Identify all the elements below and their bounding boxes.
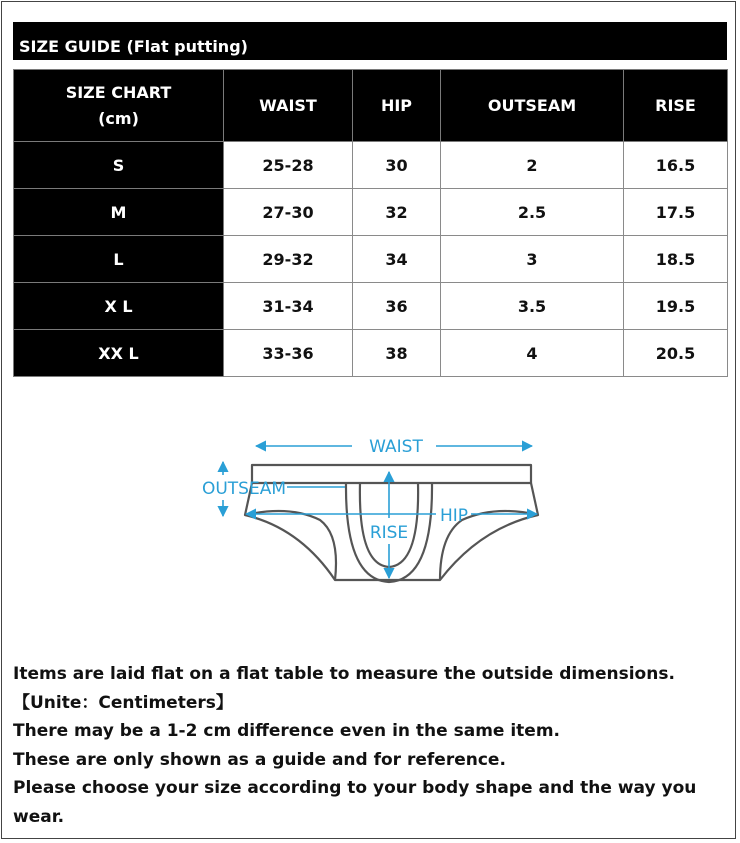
- rise-label: RISE: [369, 523, 409, 543]
- hip-cell: 30: [353, 142, 441, 189]
- header-rise: RISE: [624, 70, 728, 142]
- outseam-cell: 3: [441, 236, 624, 283]
- hip-cell: 36: [353, 283, 441, 330]
- waist-cell: 33-36: [224, 330, 353, 377]
- measurement-diagram: [190, 425, 550, 595]
- table-row: [14, 330, 728, 377]
- outseam-cell: 2.5: [441, 189, 624, 236]
- waist-cell: 25-28: [224, 142, 353, 189]
- outseam-label: OUTSEAM: [201, 479, 287, 499]
- left-leg-opening: [245, 511, 336, 580]
- note-line: These are only shown as a guide and for reference.: [13, 749, 506, 770]
- header-waist: WAIST: [224, 70, 353, 142]
- size-chart-table: [13, 69, 728, 377]
- note-line: Please choose your size according to your body shape and the way you wear.: [13, 778, 697, 827]
- page-title-text: SIZE GUIDE (Flat putting): [19, 37, 248, 56]
- rise-cell: 17.5: [624, 189, 728, 236]
- table-row: [14, 142, 728, 189]
- rise-cell: 16.5: [624, 142, 728, 189]
- outseam-cell: 2: [441, 142, 624, 189]
- waist-label: WAIST: [369, 437, 423, 457]
- hip-cell: 34: [353, 236, 441, 283]
- header-hip: HIP: [353, 70, 441, 142]
- waist-cell: 31-34: [224, 283, 353, 330]
- size-cell: XX L: [14, 330, 224, 377]
- rise-cell: 19.5: [624, 283, 728, 330]
- hip-cell: 32: [353, 189, 441, 236]
- outseam-cell: 4: [441, 330, 624, 377]
- waist-cell: 27-30: [224, 189, 353, 236]
- note-line: Items are laid flat on a flat table to measure the outside dimensions.【Unite：Centimeters】: [13, 664, 675, 713]
- waistband-shape: [252, 465, 531, 483]
- size-cell: S: [14, 142, 224, 189]
- header-size-chart-line2: (cm): [98, 108, 139, 128]
- header-size-chart: [14, 70, 224, 142]
- hip-cell: 38: [353, 330, 441, 377]
- header-size-chart-line1: SIZE CHART: [65, 82, 172, 102]
- size-cell: X L: [14, 283, 224, 330]
- table-row: [14, 283, 728, 330]
- table-header-row: [14, 70, 728, 142]
- table-row: [14, 236, 728, 283]
- page-title: [13, 22, 727, 60]
- header-outseam: OUTSEAM: [441, 70, 624, 142]
- hip-label: HIP: [439, 506, 469, 526]
- size-cell: M: [14, 189, 224, 236]
- outseam-cell: 3.5: [441, 283, 624, 330]
- waist-cell: 29-32: [224, 236, 353, 283]
- rise-cell: 18.5: [624, 236, 728, 283]
- size-cell: L: [14, 236, 224, 283]
- rise-cell: 20.5: [624, 330, 728, 377]
- table-row: [14, 189, 728, 236]
- note-line: There may be a 1-2 cm difference even in the same item.: [13, 721, 561, 741]
- size-notes: [13, 660, 725, 831]
